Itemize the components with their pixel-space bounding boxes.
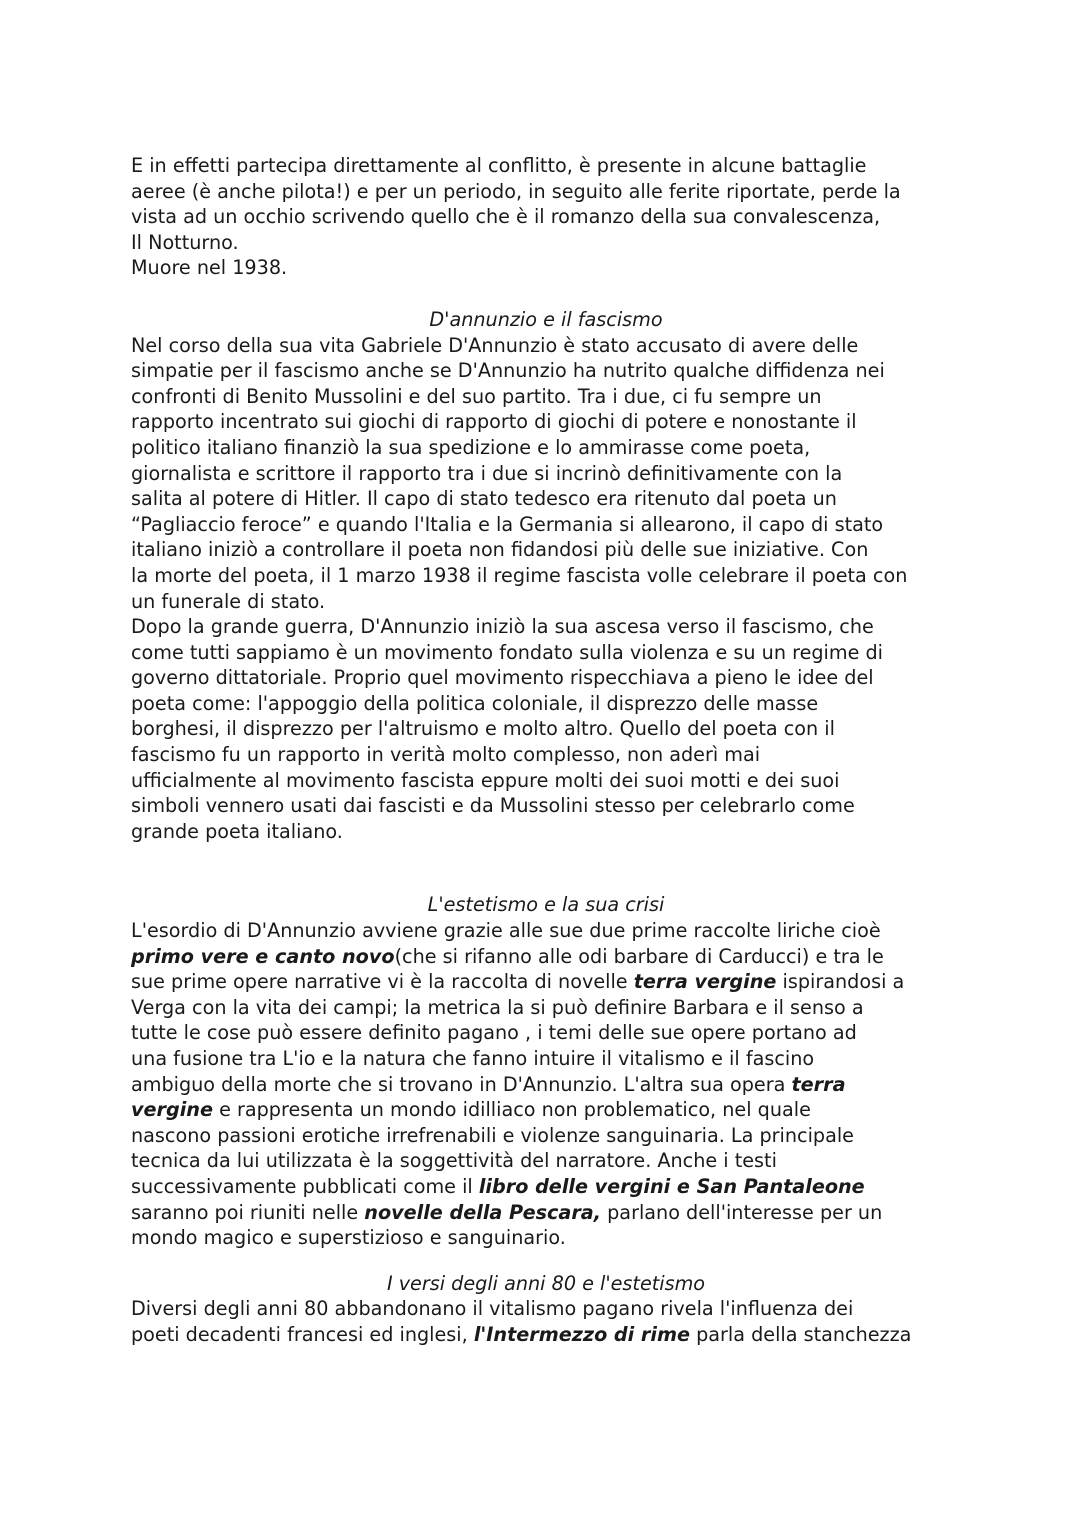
text-line: governo dittatoriale. Proprio quel movimento rispecchiava a pieno le idee del xyxy=(131,666,874,690)
text-line: Verga con la vita dei campi; la metrica la si può definire Barbara e il senso a xyxy=(131,995,864,1019)
text-line: una fusione tra L'io e la natura che fanno intuire il vitalismo e il fascino xyxy=(131,1047,815,1070)
text-line: italiano iniziò a controllare il poeta non fidandosi più delle sue iniziative. Con xyxy=(131,538,869,562)
work-title: primo vere e canto novo xyxy=(131,944,395,968)
text-line: nascono passioni erotiche irrefrenabili e violenze sanguinaria. La principale xyxy=(131,1123,854,1147)
text-line: simpatie per il fascismo anche se D'Annunzio ha nutrito qualche diffidenza nei xyxy=(131,359,885,383)
text-line: come tutti sappiamo è un movimento fondato sulla violenza e su un regime di xyxy=(131,640,883,664)
section-heading: I versi degli anni 80 e l'estetismo xyxy=(386,1271,706,1295)
text-line: ufficialmente al movimento fascista eppure molti dei suoi motti e dei suoi xyxy=(131,768,840,792)
text-line: borghesi, il disprezzo per l'altruismo e molto altro. Quello del poeta con il xyxy=(131,717,835,741)
text-line: simboli vennero usati dai fascisti e da Mussolini stesso per celebrarlo come xyxy=(131,794,855,818)
section-versi xyxy=(131,1271,961,1348)
text-line: salita al potere di Hitler. Il capo di stato tedesco era ritenuto dal poeta un xyxy=(131,487,837,511)
text-line: vergine e rappresenta un mondo idilliaco non problematico, nel quale xyxy=(131,1098,811,1122)
text-line: Diversi degli anni 80 abbandonano il vitalismo pagano rivela l'influenza dei xyxy=(131,1297,854,1321)
text-line: giornalista e scrittore il rapporto tra i due si incrinò definitivamente con la xyxy=(131,461,843,485)
work-title: l'Intermezzo di rime xyxy=(473,1322,690,1346)
work-title: vergine xyxy=(131,1098,213,1122)
text-line: aeree (è anche pilota!) e per un periodo, in seguito alle ferite riportate, perde la xyxy=(131,179,901,203)
text-line: successivamente pubblicati come il libro delle vergini e San Pantaleone xyxy=(131,1174,865,1198)
text-line: rapporto incentrato sui giochi di rapporto di giochi di potere e nonostante il xyxy=(131,410,857,434)
work-title: libro delle vergini e San Pantaleone xyxy=(478,1174,865,1198)
text-line: Il Notturno. xyxy=(131,230,239,254)
text-line: tutte le cose può essere definito pagano , i temi delle sue opere portano ad xyxy=(131,1021,857,1045)
text-line: poeta come: l'appoggio della politica coloniale, il disprezzo delle masse xyxy=(131,691,819,715)
section-estetismo xyxy=(131,892,961,1250)
text-line: E in effetti partecipa direttamente al conflitto, è presente in alcune battaglie xyxy=(131,154,867,177)
text-line: primo vere e canto novo(che si rifanno alle odi barbare di Carducci) e tra le xyxy=(131,944,884,968)
text-line: poeti decadenti francesi ed inglesi, l'Intermezzo di rime parla della stanchezza xyxy=(131,1322,912,1346)
text-line: L'esordio di D'Annunzio avviene grazie alle sue due prime raccolte liriche cioè xyxy=(131,919,881,943)
text-line: mondo magico e superstizioso e sanguinario. xyxy=(131,1226,566,1250)
intro-paragraph xyxy=(131,153,961,281)
text-line: sue prime opere narrative vi è la raccolta di novelle terra vergine ispirandosi a xyxy=(131,970,905,994)
text-line: fascismo fu un rapporto in verità molto complesso, non aderì mai xyxy=(131,743,761,767)
text-line: “Pagliaccio feroce” e quando l'Italia e la Germania si allearono, il capo di stato xyxy=(131,512,884,536)
section-heading: L'estetismo e la sua crisi xyxy=(427,893,665,917)
text-line: Muore nel 1938. xyxy=(131,256,288,280)
text-line: confronti di Benito Mussolini e del suo partito. Tra i due, ci fu sempre un xyxy=(131,384,822,408)
work-title: novelle della Pescara, xyxy=(364,1200,602,1224)
text-line: vista ad un occhio scrivendo quello che è il romanzo della sua convalescenza, xyxy=(131,205,881,229)
text-line: Nel corso della sua vita Gabriele D'Annunzio è stato accusato di avere delle xyxy=(131,333,859,357)
work-title: terra xyxy=(791,1072,846,1096)
text-line: un funerale di stato. xyxy=(131,589,326,613)
text-line: ambiguo della morte che si trovano in D'Annunzio. L'altra sua opera terra xyxy=(131,1072,846,1096)
section-fascismo xyxy=(131,307,961,844)
text-line: Dopo la grande guerra, D'Annunzio iniziò la sua ascesa verso il fascismo, che xyxy=(131,615,874,639)
document-page xyxy=(131,153,961,1348)
section-heading: D'annunzio e il fascismo xyxy=(429,307,663,331)
text-line: saranno poi riuniti nelle novelle della Pescara, parlano dell'interesse per un xyxy=(131,1200,883,1224)
text-line: la morte del poeta, il 1 marzo 1938 il regime fascista volle celebrare il poeta con xyxy=(131,563,908,587)
text-line: grande poeta italiano. xyxy=(131,819,343,843)
text-line: politico italiano finanziò la sua spedizione e lo ammirasse come poeta, xyxy=(131,435,811,459)
work-title: terra vergine xyxy=(633,970,777,994)
text-line: tecnica da lui utilizzata è la soggettività del narratore. Anche i testi xyxy=(131,1149,777,1173)
